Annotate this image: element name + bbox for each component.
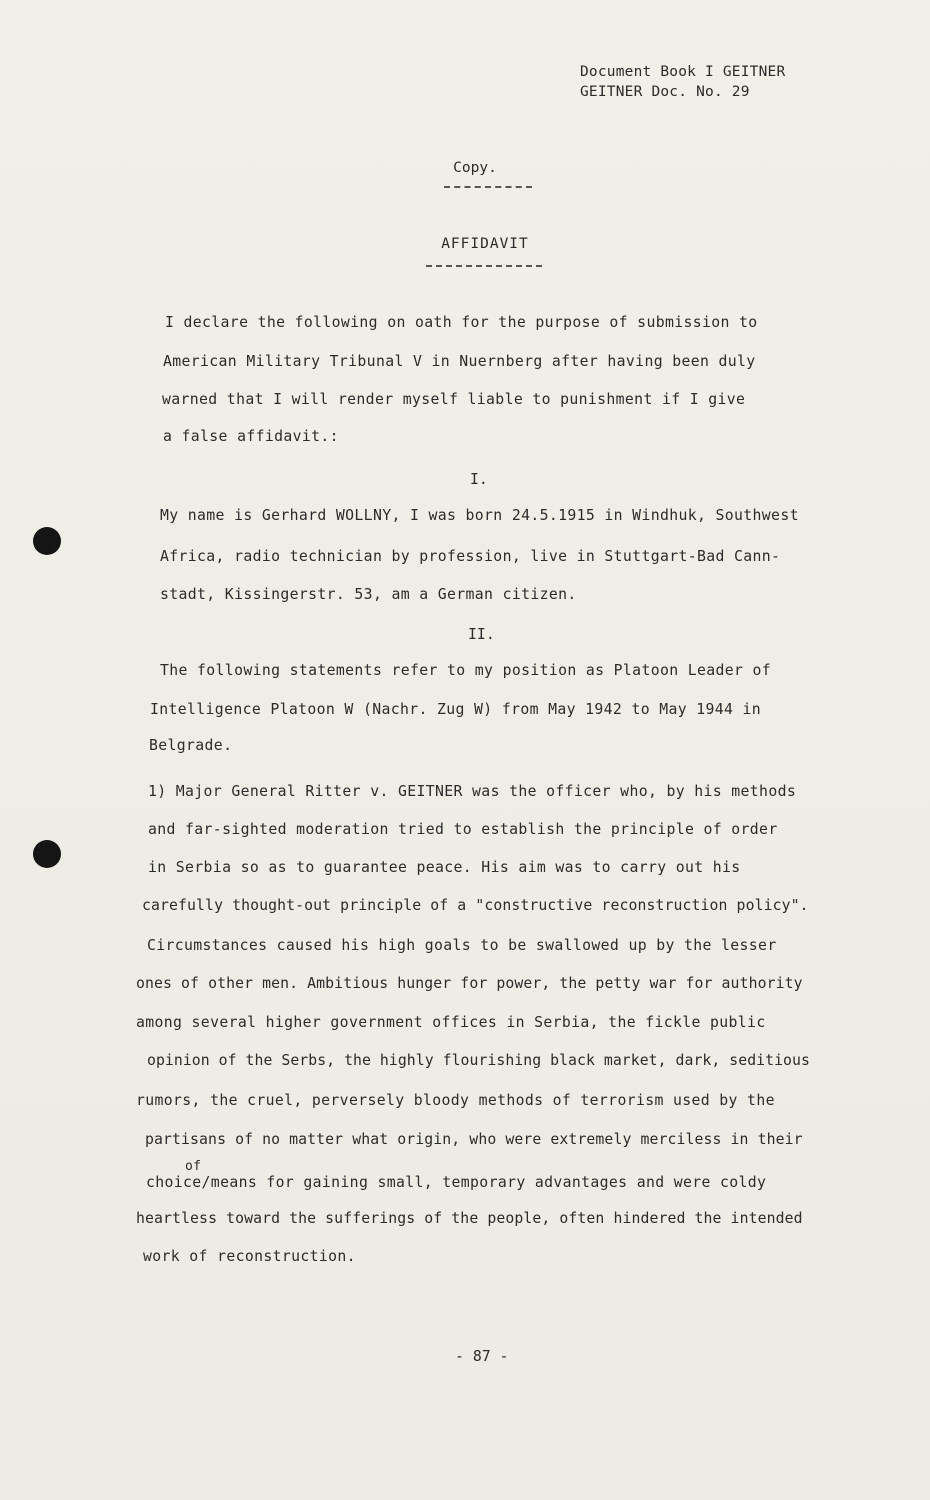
affidavit-title: AFFIDAVIT bbox=[441, 236, 529, 252]
section-2-line: work of reconstruction. bbox=[143, 1248, 356, 1265]
affidavit-title-underline bbox=[426, 265, 542, 267]
header-line-1: Document Book I GEITNER bbox=[580, 64, 786, 80]
punch-hole bbox=[33, 840, 61, 868]
section-1-line: stadt, Kissingerstr. 53, am a German citizen. bbox=[160, 586, 577, 603]
section-2-line: in Serbia so as to guarantee peace. His aim was to carry out his bbox=[148, 859, 741, 876]
section-2-line: and far-sighted moderation tried to establish the principle of order bbox=[148, 821, 778, 838]
document-header bbox=[580, 62, 785, 102]
interlinear-insertion: of bbox=[185, 1159, 202, 1174]
section-2-line: ones of other men. Ambitious hunger for power, the petty war for authority bbox=[136, 975, 803, 992]
section-2-numeral: II. bbox=[468, 626, 495, 643]
section-2-line: 1) Major General Ritter v. GEITNER was the officer who, by his methods bbox=[148, 783, 797, 800]
section-2-line: choice/means for gaining small, temporary advantages and were coldy bbox=[146, 1174, 767, 1191]
intro-line: a false affidavit.: bbox=[163, 428, 339, 445]
header-line-2: GEITNER Doc. No. 29 bbox=[580, 84, 750, 100]
section-1-line: My name is Gerhard WOLLNY, I was born 24.5.1915 in Windhuk, Southwest bbox=[160, 507, 799, 524]
section-2-line: rumors, the cruel, perversely bloody methods of terrorism used by the bbox=[136, 1092, 775, 1109]
intro-line: warned that I will render myself liable to punishment if I give bbox=[162, 391, 746, 408]
section-2-line: among several higher government offices in Serbia, the fickle public bbox=[136, 1014, 766, 1031]
copy-title-underline bbox=[444, 186, 532, 188]
copy-title: Copy. bbox=[453, 160, 497, 176]
section-2-line: opinion of the Serbs, the highly flourishing black market, dark, seditious bbox=[147, 1052, 810, 1069]
punch-hole bbox=[33, 527, 61, 555]
section-2-line: partisans of no matter what origin, who were extremely merciless in their bbox=[145, 1131, 803, 1148]
section-2-line: Belgrade. bbox=[149, 737, 233, 754]
page-number: - 87 - bbox=[455, 1348, 509, 1365]
section-1-line: Africa, radio technician by profession, live in Stuttgart-Bad Cann- bbox=[160, 548, 781, 565]
section-2-line: carefully thought-out principle of a "constructive reconstruction policy". bbox=[142, 897, 809, 914]
section-2-line: Intelligence Platoon W (Nachr. Zug W) from May 1942 to May 1944 in bbox=[150, 701, 762, 718]
section-2-line: heartless toward the sufferings of the people, often hindered the intended bbox=[136, 1210, 803, 1227]
section-2-line: The following statements refer to my position as Platoon Leader of bbox=[160, 662, 772, 679]
intro-line: American Military Tribunal V in Nuernberg after having been duly bbox=[163, 353, 756, 370]
section-2-line: Circumstances caused his high goals to be swallowed up by the lesser bbox=[147, 937, 777, 954]
section-1-numeral: I. bbox=[470, 471, 488, 488]
intro-line: I declare the following on oath for the purpose of submission to bbox=[165, 314, 758, 331]
